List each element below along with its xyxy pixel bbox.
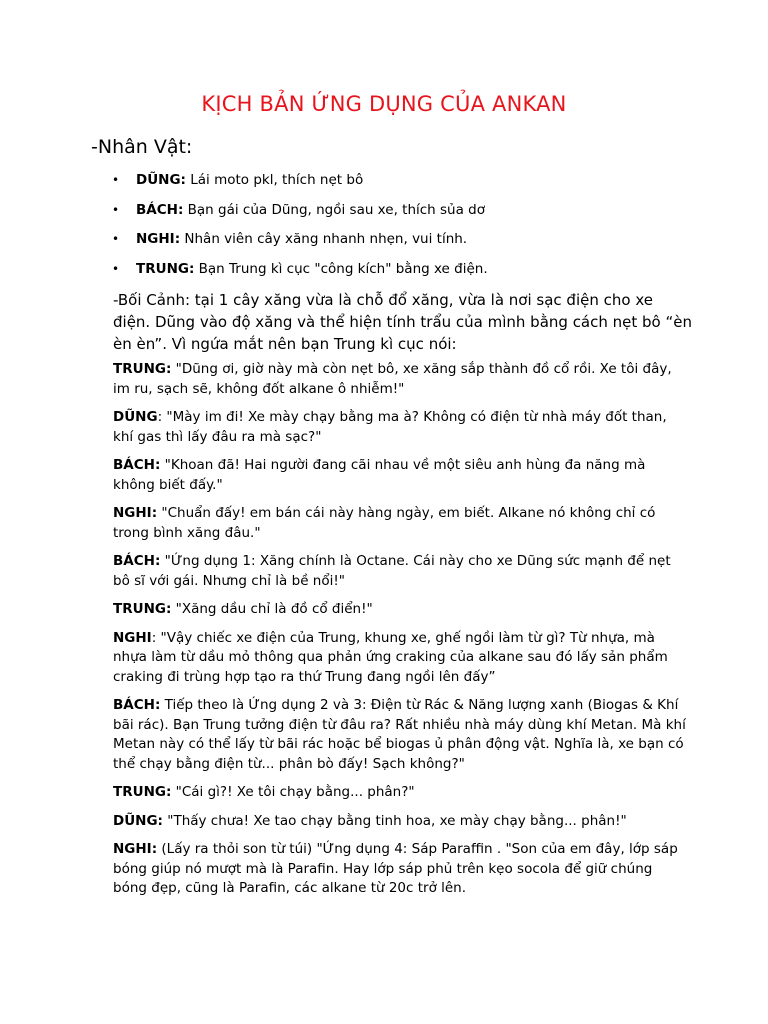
character-item bbox=[112, 171, 712, 201]
speaker-name: TRUNG: bbox=[113, 361, 172, 377]
speaker-name: NGHI: bbox=[113, 505, 158, 521]
dialogue-text: "Xăng dầu chỉ là đồ cổ điển!" bbox=[171, 601, 373, 617]
character-name: DŨNG: bbox=[136, 172, 186, 188]
bullet-icon: • bbox=[112, 261, 120, 276]
speaker-name: DŨNG: bbox=[113, 812, 163, 829]
dialogue-text: : "Vậy chiếc xe điện của Trung, khung xe, ghế ngồi làm từ gì? Từ nhựa, mà nhựa làm từ dầu mỏ thông qua phản ứng craking của alkane sau đó lấy sản phẩm craking đi trùng hợp tạo ra thứ Trung đang ngồi lên đấy” bbox=[113, 629, 668, 685]
character-item bbox=[112, 230, 712, 260]
bullet-icon: • bbox=[112, 173, 120, 187]
dialogue-line bbox=[113, 408, 688, 447]
speaker-name: TRUNG: bbox=[113, 601, 172, 617]
character-name: NGHI: bbox=[136, 231, 181, 247]
character-desc: Bạn gái của Dũng, ngồi sau xe, thích sủa dơ bbox=[183, 201, 485, 218]
dialogue-line bbox=[113, 552, 688, 591]
bullet-icon: • bbox=[112, 202, 120, 217]
character-name: BÁCH: bbox=[136, 201, 184, 218]
speaker-name: DŨNG bbox=[113, 409, 158, 425]
dialogue-line bbox=[113, 504, 688, 543]
dialogue-text: "Khoan đã! Hai người đang cãi nhau về một siêu anh hùng đa năng mà không biết đấy." bbox=[113, 457, 646, 493]
dialogue-text: : "Mày im đi! Xe mày chạy bằng ma à? Không có điện từ nhà máy đốt than, khí gas thì lấy đâu ra mà sạc?" bbox=[113, 409, 667, 445]
speaker-name: TRUNG: bbox=[113, 784, 172, 800]
speaker-name: BÁCH: bbox=[113, 553, 161, 569]
dialogue-line bbox=[113, 360, 688, 399]
character-desc: Lái moto pkl, thích nẹt bô bbox=[185, 172, 364, 188]
bullet-icon: • bbox=[112, 232, 120, 246]
context-paragraph: -Bối Cảnh: tại 1 cây xăng vừa là chỗ đổ xăng, vừa là nơi sạc điện cho xe điện. Dũng vào độ xăng và thể hiện tính trẩu của mình bằng cách nẹt bô “èn èn èn”. Vì ngứa mắt nên bạn Trung kì cục nói: bbox=[113, 291, 693, 353]
dialogue-line bbox=[113, 783, 688, 803]
dialogue-text: "Ứng dụng 1: Xăng chính là Octane. Cái này cho xe Dũng sức mạnh để nẹt bô sĩ với gái. Nhưng chỉ là bề nổi!" bbox=[113, 553, 671, 589]
speaker-name: BÁCH: bbox=[113, 697, 161, 713]
character-desc: Nhân viên cây xăng nhanh nhẹn, vui tính. bbox=[180, 231, 468, 247]
dialogue-line bbox=[113, 812, 688, 832]
character-item bbox=[112, 260, 712, 290]
character-name: TRUNG: bbox=[136, 260, 195, 277]
dialogue-line bbox=[113, 600, 688, 620]
dialogue-text: "Cái gì?! Xe tôi chạy bằng... phân?" bbox=[171, 784, 415, 800]
dialogue-line bbox=[113, 696, 688, 774]
character-item bbox=[112, 201, 712, 231]
speaker-name: BÁCH: bbox=[113, 457, 161, 473]
characters-heading: -Nhân Vật: bbox=[91, 136, 193, 158]
speaker-name: NGHI bbox=[113, 629, 152, 646]
dialogue-text: (Lấy ra thỏi son từ túi) "Ứng dụng 4: Sáp Paraffin . "Son của em đây, lớp sáp bóng giúp nó mượt mà là Parafin. Hay lớp sáp phủ trên kẹo socola để giữ chúng bóng đẹp, cũng là Parafin, các alkane từ 20c trở lên. bbox=[113, 841, 678, 896]
character-list bbox=[112, 171, 712, 289]
character-desc: Bạn Trung kì cục "công kích" bằng xe điện. bbox=[194, 260, 488, 277]
dialogue-text: "Thấy chưa! Xe tao chạy bằng tinh hoa, xe mày chạy bằng... phân!" bbox=[162, 812, 627, 829]
dialogue-line bbox=[113, 456, 688, 495]
speaker-name: NGHI: bbox=[113, 841, 158, 857]
dialogue-text: Tiếp theo là Ứng dụng 2 và 3: Điện từ Rác & Năng lượng xanh (Biogas & Khí bãi rác). Bạn Trung tưởng điện từ đâu ra? Rất nhiều nhà máy dùng khí Metan. Mà khí Metan này có thể lấy từ bãi rác hoặc bể biogas ủ phân động vật. Nghĩa là, xe bạn có thể chạy bằng điện từ... phân bò đấy! Sạch không?" bbox=[113, 697, 686, 772]
dialogue-text: "Dũng ơi, giờ này mà còn nẹt bô, xe xăng sắp thành đồ cổ rồi. Xe tôi đây, im ru, sạch sẽ, không đốt alkane ô nhiễm!" bbox=[113, 361, 672, 397]
dialogue bbox=[113, 360, 688, 908]
dialogue-text: "Chuẩn đấy! em bán cái này hàng ngày, em biết. Alkane nó không chỉ có trong bình xăng đâu." bbox=[113, 505, 656, 541]
dialogue-line bbox=[113, 629, 688, 688]
document-title: KỊCH BẢN ỨNG DỤNG CỦA ANKAN bbox=[201, 92, 567, 116]
dialogue-line bbox=[113, 840, 688, 899]
